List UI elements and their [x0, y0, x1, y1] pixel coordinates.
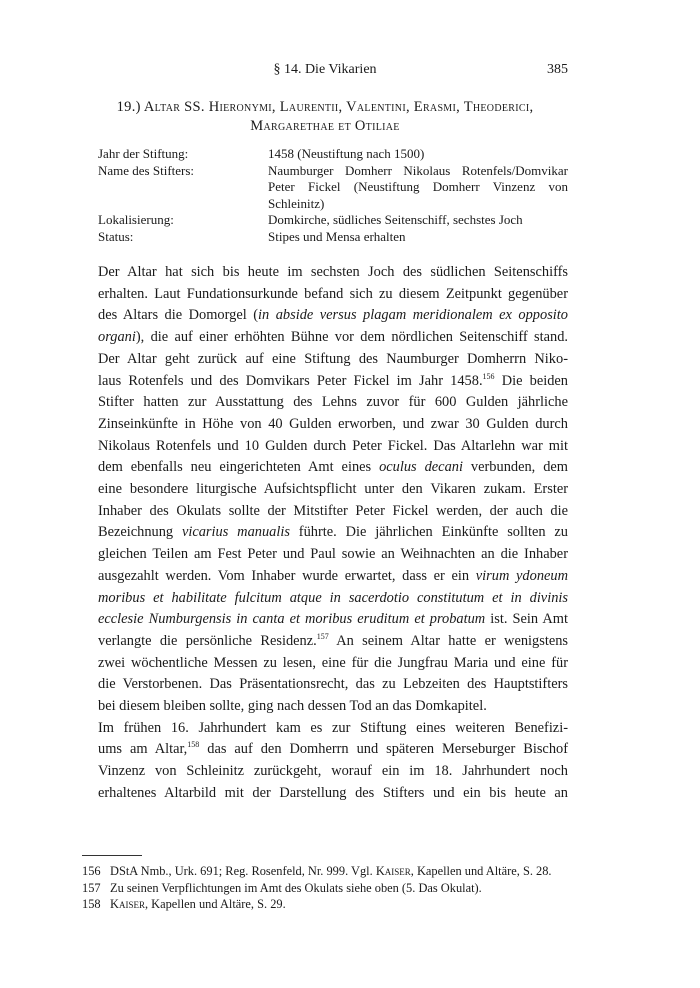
meta-key: Status:	[98, 228, 134, 244]
text-line: des Altars die Domorgel (in abside versus plagam meridionalem ex opposito	[98, 307, 568, 324]
footnote-text: Zu seinen Verpflichtungen im Amt des Okulats siehe oben (5. Das Okulat).	[110, 880, 482, 895]
latin-quote: moribus et habilitate fulcitum atque in sacerdotio constitutum et in divinis	[98, 589, 568, 606]
text-line: Bezeichnung vicarius manualis führte. Die jährlichen Einkünfte sollten zu	[98, 524, 568, 541]
altar-metadata	[98, 146, 568, 245]
text-line	[82, 588, 568, 610]
footnote-ref-156[interactable]: 156	[482, 371, 495, 381]
text-line: Vinzenz von Schleinitz zurückgeht, worauf ein im 18. Jahrhundert noch	[98, 763, 568, 780]
footnote-text: DStA Nmb., Urk. 691; Reg. Rosenfeld, Nr. 999. Vgl. Kaiser, Kapellen und Altäre, S. 28.	[110, 864, 552, 878]
paragraph-2	[82, 718, 568, 805]
running-head-title: § 14. Die Vikarien	[273, 62, 377, 77]
text-line: Zinseinkünfte in Höhe von 40 Gulden erworben, und zwar 30 Gulden durch	[98, 415, 568, 432]
text-line: Nikolaus Rotenfels und 10 Gulden durch Peter Fickel. Das Altarlehn war mit	[98, 437, 568, 454]
meta-value: Naumburger Domherr Nikolaus Rotenfels/Domvikar Peter Fickel (Neustiftung Domherr Vinzenz von Schleinitz)	[268, 162, 568, 211]
footnote-ref-158[interactable]: 158	[187, 740, 200, 750]
footnotes	[82, 863, 568, 913]
meta-key: Lokalisierung:	[98, 212, 174, 227]
footnote-ref-157[interactable]: 157	[316, 632, 329, 642]
text-line: die Verstorbenen. Das Präsentationsrecht, das zu Lebzeiten des Hauptstifters	[98, 676, 568, 693]
text-line: eine besondere liturgische Aufsichtspflicht unter den Vikaren zukam. Erster	[98, 481, 568, 498]
text-line: Der Altar geht zurück auf eine Stiftung des Naumburger Domherrn Niko-	[98, 350, 568, 367]
meta-key: Jahr der Stiftung:	[98, 146, 189, 161]
footnote-text: Kaiser, Kapellen und Altäre, S. 29.	[110, 897, 286, 911]
footnote-number: 156	[82, 864, 101, 878]
meta-key: Name des Stifters:	[98, 162, 195, 178]
section-heading-line-1: 19.) Altar SS. Hieronymi, Laurentii, Valentini, Erasmi, Theoderici,	[116, 99, 534, 115]
meta-row-founder	[98, 163, 568, 213]
page-number: 385	[547, 62, 568, 77]
text-line: ecclesie Numburgensis in canta et moribus eruditum et probatum ist. Sein Amt	[98, 611, 568, 628]
footnote-number: 157	[82, 880, 101, 895]
latin-quote: ecclesie Numburgensis in canta et moribus eruditum et probatum	[98, 611, 486, 628]
meta-value: Domkirche, südliches Seitenschiff, sechstes Joch	[268, 212, 523, 227]
paragraph-1	[82, 262, 568, 718]
text-line: zwei wöchentliche Messen zu lesen, eine für die Jungfrau Maria und eine für	[98, 654, 568, 671]
text-line: dem ebenfalls neu eingerichteten Amt eines oculus decani verbunden, dem	[98, 459, 568, 476]
footnote-divider	[82, 855, 142, 856]
text-line: verlangte die persönliche Residenz.$^{157}$ An seinem Altar hatte er wenigstens	[98, 632, 569, 649]
text-line: Stifter hatten zur Ausstattung des Lehns zuvor für 600 Gulden jährliche	[98, 394, 568, 411]
text-line: bei diesem bleiben sollte, ging nach dessen Tod an das Domkapitel.	[98, 698, 487, 715]
section-heading	[82, 98, 568, 136]
footnote-158	[82, 896, 568, 913]
text-line: Inhaber des Okulats sollte der Mitstifter Peter Fickel werden, der auch die	[98, 502, 568, 519]
footnote-157	[82, 880, 568, 897]
section-heading-line-2: Margarethae et Otiliae	[250, 118, 400, 134]
meta-row-status	[98, 229, 568, 246]
text-line: Der Altar hat sich bis heute im sechsten Joch des südlichen Seitenschiffs	[98, 264, 568, 280]
text-line: laus Rotenfels und des Domvikars Peter Fickel im Jahr 1458.$^{156}$ Die beiden	[98, 371, 568, 389]
text-line: ausgezahlt werden. Vom Inhaber wurde erwartet, dass er ein virum ydoneum	[98, 567, 568, 584]
body-text	[82, 262, 568, 805]
latin-quote: organi	[98, 329, 136, 346]
meta-value: Stipes und Mensa erhalten	[268, 228, 406, 244]
footnote-156	[82, 863, 568, 880]
latin-quote: virum ydoneum	[475, 567, 568, 584]
text-line: erhaltenes Altarbild mit der Darstellung des Stifters und ein bis heute an	[98, 784, 568, 801]
latin-term: vicarius manualis	[181, 524, 290, 541]
meta-row-location	[98, 212, 568, 229]
text-line: organi), die auf einer erhöhten Bühne vor dem nördlichen Seitenschiff stand.	[98, 329, 568, 346]
meta-value: 1458 (Neustiftung nach 1500)	[268, 146, 425, 161]
text-line: erhalten. Laut Fundationsurkunde befand sich zu diesem Zeitpunkt gegenüber	[98, 285, 568, 302]
running-head	[82, 62, 568, 82]
latin-quote: in abside versus plagam meridionalem ex opposito	[258, 307, 568, 324]
text-line: Im frühen 16. Jahrhundert kam es zur Stiftung eines weiteren Benefizi-	[98, 719, 568, 736]
text-line: ums am Altar,$^{158}$ das auf den Domherrn und späteren Merseburger Bischof	[98, 740, 569, 758]
meta-row-year	[98, 146, 568, 163]
footnote-number: 158	[82, 897, 101, 911]
latin-term: oculus decani	[379, 459, 463, 476]
text-line: gleichen Teilen am Fest Peter und Paul sowie an Weihnachten an die Inhaber	[98, 546, 568, 563]
